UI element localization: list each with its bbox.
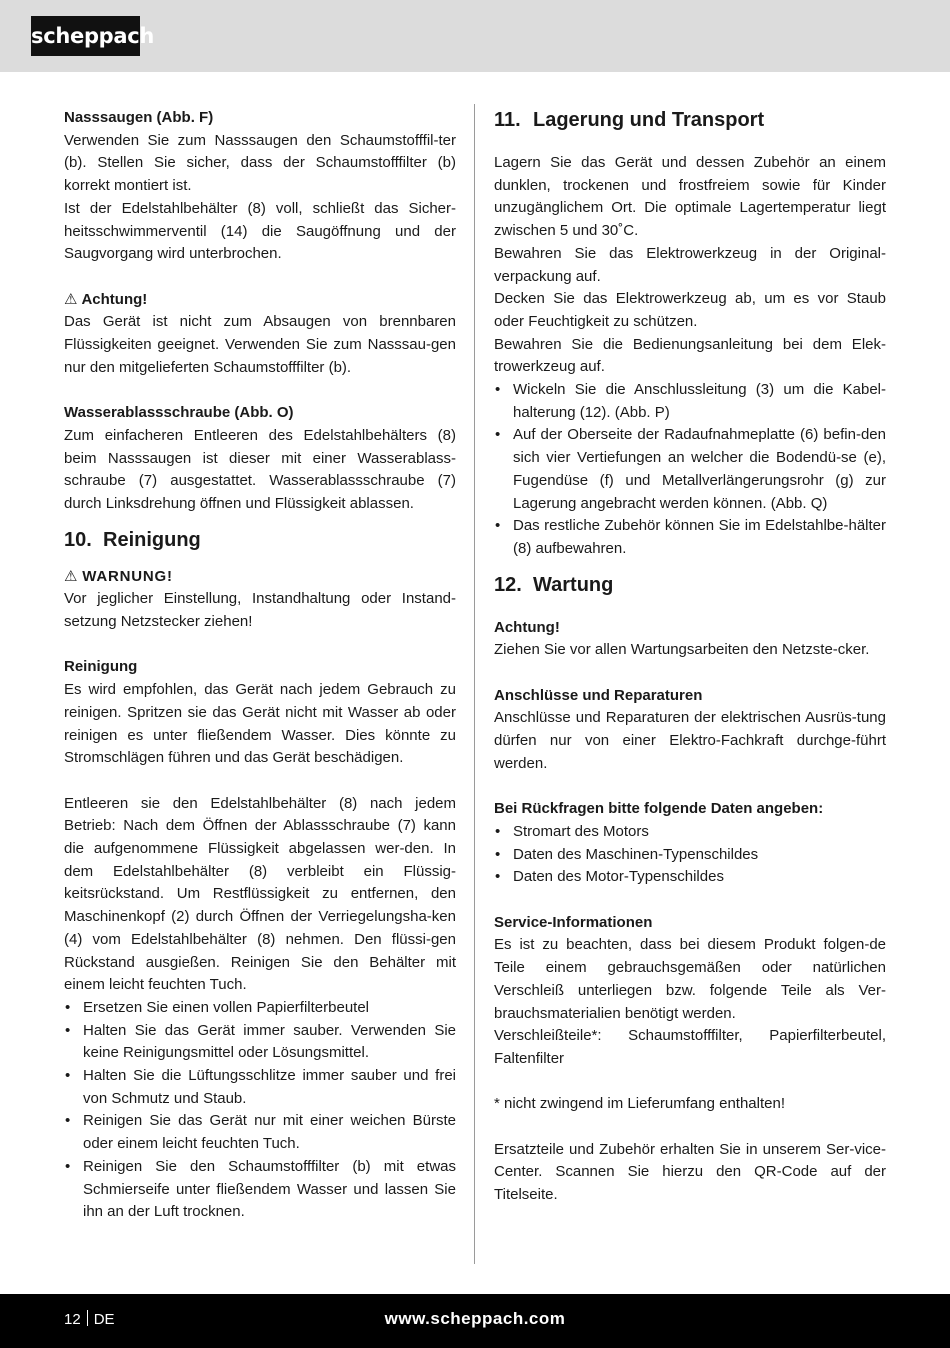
heading-lagerung [494,107,886,133]
warning-triangle-icon: ⚠ [64,567,79,585]
warnung-label: WARNUNG! [82,567,173,585]
list-item: • Reinigen Sie den Schaumstofffilter (b) mit etwas Schmierseife unter fließendem Wasser und lassen Sie ihn an der Luft trocknen. [64,1156,456,1224]
list-item: • Auf der Oberseite der Radaufnahmeplatte (6) befin-den sich vier Vertiefungen an welcher die Bodendü-se (e), Fugendüse (f) und Metallverlängerungsrohr (g) zur Lagerung angebracht werden können. (Abb. Q) [494,424,886,515]
right-column [494,107,886,1207]
left-column [64,107,456,1224]
heading-wartung [494,572,886,598]
page-number-value: 12 [64,1311,81,1328]
scheppach-logo: scheppach [31,16,140,56]
paragraph: Es ist zu beachten, dass bei diesem Produkt folgen-de Teile einem gebrauchsgemäßen oder natürlichen Verschleiß unterliegen bzw. folgende Teile als Ver-brauchsmaterialien benötigt werden. [494,936,886,1022]
lagerung-list [494,379,886,561]
heading-number: 10. [64,528,92,551]
paragraph: Verschleißteile*: Schaumstofffilter, Papierfilterbeutel, Faltenfilter [494,1027,886,1067]
paragraph: Lagern Sie das Gerät und dessen Zubehör an einem dunklen, trockenen und frostfreiem sowie für Kinder unzugänglichem Ort. Die optimale Lagertemperatur liegt zwischen 5 und 30˚C. [494,154,886,240]
paragraph: Bewahren Sie das Elektrowerkzeug in der Original-verpackung auf. [494,244,886,285]
paragraph: Anschlüsse und Reparaturen der elektrischen Ausrüs-tung dürfen nur von einer Elektro-Fachkraft durchge-führt werden. [494,709,886,772]
rueckfragen-list [494,821,886,889]
achtung-notice [64,289,456,312]
list-item: • Stromart des Motors [494,821,886,844]
heading-number: 11. [494,109,521,131]
paragraph: Ist der Edelstahlbehälter (8) voll, schließt das Sicher-heitsschwimmerventil (14) die Saugöffnung und der Saugvorgang wird unterbrochen. [64,199,456,263]
reinigung-list [64,997,456,1224]
language-code: DE [93,1311,115,1328]
website-link[interactable]: www.scheppach.com [384,1309,566,1328]
section-title-rueckfragen: Bei Rückfragen bitte folgende Daten angeben: [494,800,824,818]
paragraph: Ersatzteile und Zubehör erhalten Sie in unserem Ser-vice-Center. Scannen Sie hierzu den QR-Code auf der Titelseite. [494,1140,886,1204]
column-divider [474,104,475,1264]
achtung-label: Achtung! [81,290,148,308]
paragraph: Entleeren sie den Edelstahlbehälter (8) nach jedem Betrieb: Nach dem Öffnen der Ablassschraube (7) kann die aufgenommene Flüssigkeit abgelassen wer-den. In dem Edelstahlbehälter (8) verbleibt ein Flüssig-keitsrückstand. Um Restflüssigkeit zu entfernen, den Maschinenkopf (2) durch Öffnen der Verriegelungsha-ken (4) vom Edelstahlbehälter (8) nehmen. Den flüssi-gen Rückstand ausgießen. Reinigen Sie den Behälter mit einem leicht feuchten Tuch. [64,794,456,994]
section-title-nasssaugen: Nasssaugen (Abb. F) [64,109,214,126]
footnote: * nicht zwingend im Lieferumfang enthalten! [494,1095,786,1113]
wartung-achtung: Achtung! [494,618,560,636]
paragraph: Decken Sie das Elektrowerkzeug ab, um es vor Staub oder Feuchtigkeit zu schützen. [494,290,886,330]
warnung-notice [64,566,456,589]
section-title-reinigung: Reinigung [64,658,138,676]
paragraph: Verwenden Sie zum Nasssaugen den Schaumstofffil-ter (b). Stellen Sie sicher, dass der Schaumstofffilter (b) korrekt montiert ist. [64,131,456,195]
paragraph: Es wird empfohlen, das Gerät nach jedem Gebrauch zu reinigen. Spritzen sie das Gerät nicht mit Wasser ab oder reinigen es unter fließendem Wasser. Dies könnte zu Stromschlägen führen und das Gerät beschädigen. [64,681,456,767]
heading-text: Lagerung und Transport [533,109,765,131]
list-item: • Ersetzen Sie einen vollen Papierfilterbeutel [64,997,456,1020]
section-title-service: Service-Informationen [494,913,653,931]
section-title-anschluesse: Anschlüsse und Reparaturen [494,686,703,704]
section-title-wasserablass: Wasserablassschraube (Abb. O) [64,404,294,422]
list-item: • Daten des Maschinen-Typenschildes [494,844,886,867]
paragraph: Vor jeglicher Einstellung, Instandhaltung oder Instand-setzung Netzstecker ziehen! [64,590,456,631]
list-item: • Reinigen Sie das Gerät nur mit einer weichen Bürste oder einem leicht feuchten Tuch. [64,1110,456,1155]
list-item: • Halten Sie die Lüftungsschlitze immer sauber und frei von Schmutz und Staub. [64,1065,456,1110]
warning-triangle-icon: ⚠ [64,290,78,308]
list-item: • Das restliche Zubehör können Sie im Edelstahlbe-hälter (8) aufbewahren. [494,515,886,560]
paragraph: Ziehen Sie vor allen Wartungsarbeiten den Netzste-cker. [494,641,870,659]
list-item: • Daten des Motor-Typenschildes [494,866,886,889]
heading-reinigung [64,527,456,553]
footer-band [0,1294,950,1348]
list-item: • Halten Sie das Gerät immer sauber. Verwenden Sie keine Reinigungsmittel oder Lösungsmittel. [64,1020,456,1065]
paragraph: Zum einfacheren Entleeren des Edelstahlbehälters (8) beim Nasssaugen ist dieser mit einer Wasserablass-schraube (7) ausgestattet. Wasserablassschraube (7) durch Linksdrehung öffnen und Flüssigkeit ablassen. [64,426,456,512]
list-item: • Wickeln Sie die Anschlussleitung (3) um die Kabel-halterung (12). (Abb. P) [494,379,886,424]
heading-number: 12. [494,573,522,596]
paragraph: Bewahren Sie die Bedienungsanleitung bei dem Elek-trowerkzeug auf. [494,335,886,376]
heading-text: Reinigung [103,528,201,551]
heading-text: Wartung [533,573,614,596]
header-band [0,0,950,72]
paragraph: Das Gerät ist nicht zum Absaugen von brennbaren Flüssigkeiten geeignet. Verwenden Sie zum Nasssau-gen nur den mitgelieferten Schaumstofffilter (b). [64,313,456,376]
